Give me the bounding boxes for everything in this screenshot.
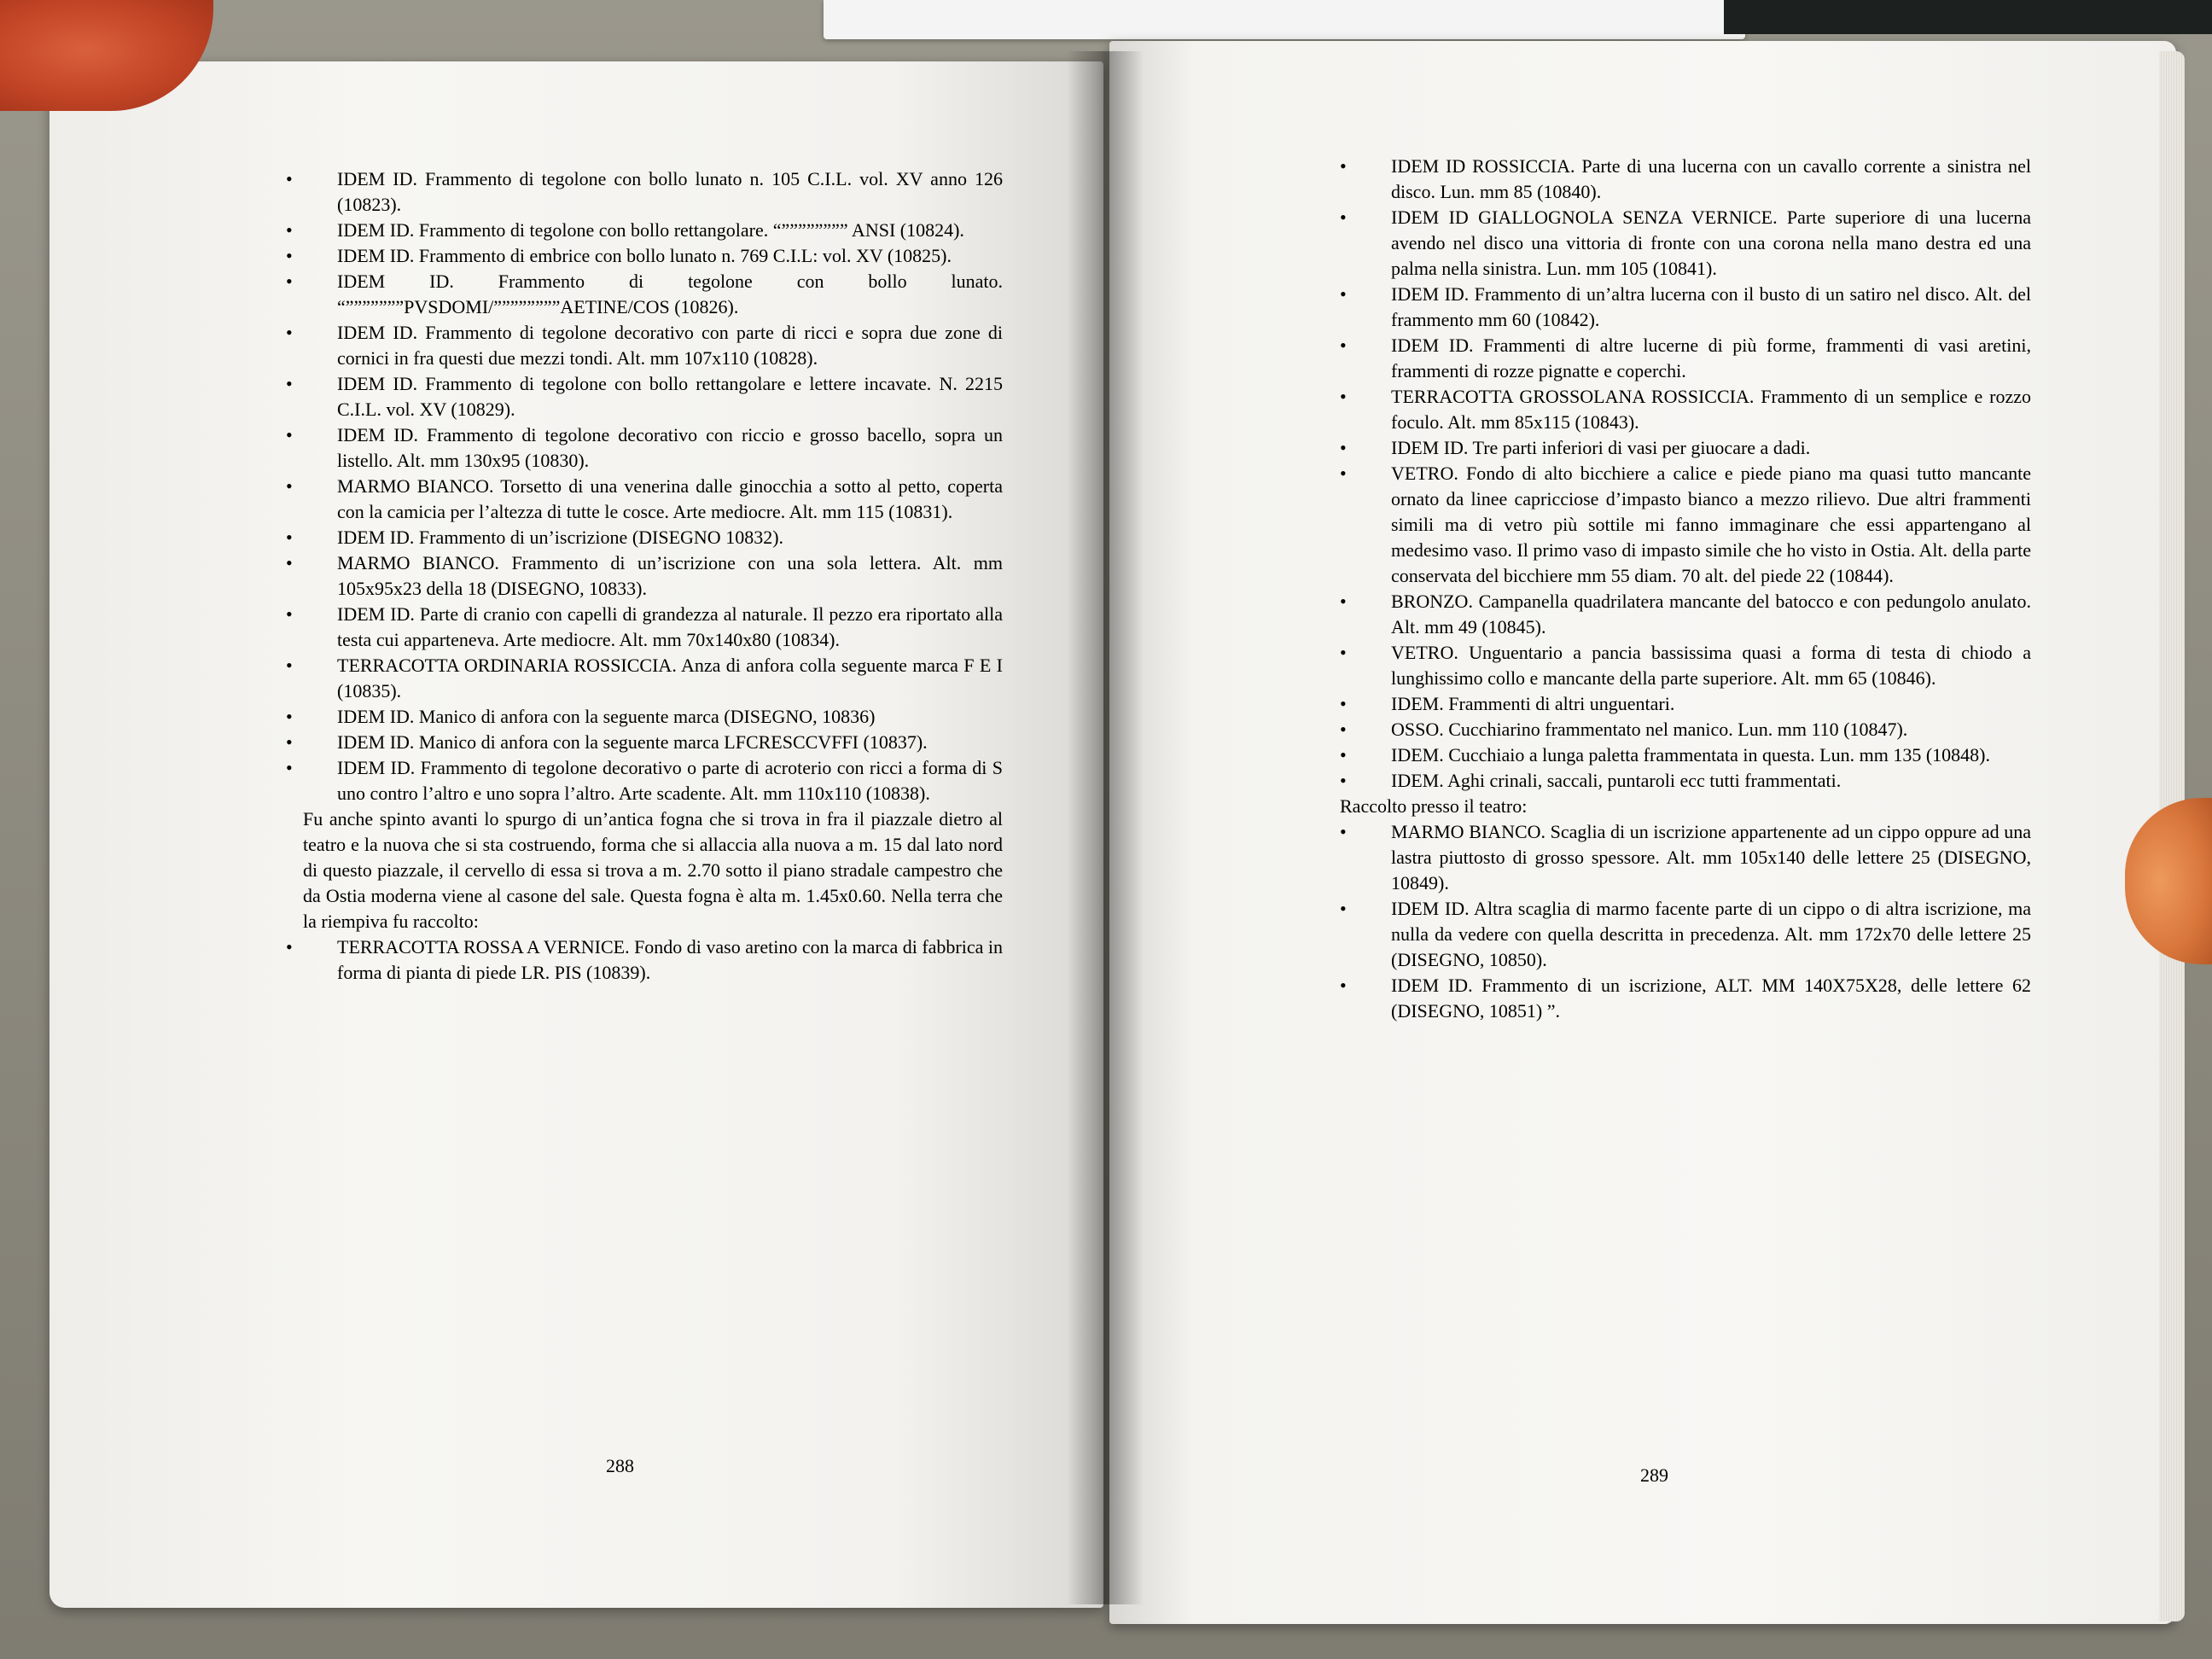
list-item: • IDEM. Aghi crinali, saccali, puntaroli ecc tutti frammentati. (1340, 768, 2031, 794)
list-item: • IDEM ID. Frammento di un’iscrizione (DISEGNO 10832). (286, 525, 1003, 550)
list-item: • TERRACOTTA ORDINARIA ROSSICCIA. Anza di anfora colla seguente marca F E I (10835). (286, 653, 1003, 704)
list-item: • MARMO BIANCO. Scaglia di un iscrizione appartenente ad un cippo oppure ad una lastra piuttosto di grosso spessore. Alt. mm 105x140 delle lettere 25 (DISEGNO, 10849). (1340, 819, 2031, 896)
list-item: • IDEM ID. Tre parti inferiori di vasi per giuocare a dadi. (1340, 435, 2031, 461)
page-number: 289 (1640, 1464, 1668, 1486)
list-item: • IDEM. Cucchiaio a lunga paletta frammentata in questa. Lun. mm 135 (10848). (1340, 742, 2031, 768)
body-paragraph: Fu anche spinto avanti lo spurgo di un’antica fogna che si trova in fra il piazzale dietro al teatro e la nuova che si sta costruendo, forma che si allaccia alla nuova a m. 15 dal lato nord di questo piazzale, il cervello di essa si trova a m. 2.70 sotto il piano stradale campestro che da Ostia moderna viene al casone del sale. Questa fogna è alta m. 1.45x0.60. Nella terra che la riempiva fu raccolto: (303, 808, 1003, 932)
entry-list (1340, 819, 2031, 1024)
list-item: • OSSO. Cucchiarino frammentato nel manico. Lun. mm 110 (10847). (1340, 717, 2031, 742)
list-item: • TERRACOTTA ROSSA A VERNICE. Fondo di vaso aretino con la marca di fabbrica in forma di pianta di piede LR. PIS (10839). (286, 934, 1003, 986)
list-item: • IDEM ID. Altra scaglia di marmo facente parte di un cippo o di altra iscrizione, ma nulla da vedere con quella descritta in precedenza. Alt. mm 172x70 delle lettere 25 (DISEGNO, 10850). (1340, 896, 2031, 973)
list-item: • IDEM ID. Parte di cranio con capelli di grandezza al naturale. Il pezzo era riportato alla testa cui apparteneva. Arte mediocre. Alt. mm 70x140x80 (10834). (286, 602, 1003, 653)
left-page-text (286, 166, 1003, 986)
book-spine (1067, 51, 1144, 1604)
list-item: • TERRACOTTA GROSSOLANA ROSSICCIA. Frammento di un semplice e rozzo foculo. Alt. mm 85x115 (10843). (1340, 384, 2031, 435)
list-item: • IDEM. Frammenti di altri unguentari. (1340, 691, 2031, 717)
entry-list (286, 166, 1003, 806)
list-item: • IDEM ID GIALLOGNOLA SENZA VERNICE. Parte superiore di una lucerna avendo nel disco una vittoria di fronte con una corona nella mano destra ed una palma nella sinistra. Lun. mm 105 (10841). (1340, 205, 2031, 282)
section-subheading: Raccolto presso il teatro: (1340, 795, 1528, 817)
entry-list (286, 934, 1003, 986)
list-item: • BRONZO. Campanella quadrilatera mancante del batocco e con pedungolo anulato. Alt. mm 49 (10845). (1340, 589, 2031, 640)
list-item: • IDEM ID. Frammento di tegolone decorativo con riccio e grosso bacello, sopra un listello. Alt. mm 130x95 (10830). (286, 422, 1003, 474)
list-item: • VETRO. Fondo di alto bicchiere a calice e piede piano ma quasi tutto mancante ornato da linee capricciose d’impasto bianco a mezzo rilievo. Due altri frammenti simili ma di vetro più sottile mi fanno immaginare che essi appartengano al medesimo vaso. Il primo vaso di impasto simile che ho visto in Ostia. Alt. della parte conservata del bicchiere mm 55 diam. 70 alt. del piede 22 (10844). (1340, 461, 2031, 589)
list-item: • IDEM ID. Frammenti di altre lucerne di più forme, frammenti di vasi aretini, frammenti di rozze pignatte e coperchi. (1340, 333, 2031, 384)
background-object (1724, 0, 2212, 34)
background-document (824, 0, 1745, 39)
entry-list (1340, 154, 2031, 794)
list-item: • IDEM ID. Frammento di tegolone con bollo rettangolare e lettere incavate. N. 2215 C.I.L. vol. XV (10829). (286, 371, 1003, 422)
list-item: • IDEM ID. Frammento di tegolone con bollo lunato n. 105 C.I.L. vol. XV anno 126 (10823). (286, 166, 1003, 218)
list-item: • IDEM ID. Frammento di tegolone decorativo con parte di ricci e sopra due zone di cornici in fra questi due mezzi tondi. Alt. mm 107x110 (10828). (286, 320, 1003, 371)
right-page-text (1340, 154, 2031, 1024)
list-item: • MARMO BIANCO. Torsetto di una venerina dalle ginocchia a sotto al petto, coperta con la camicia per l’altezza di tutte le cosce. Arte mediocre. Alt. mm 115 (10831). (286, 474, 1003, 525)
list-item: • MARMO BIANCO. Frammento di un’iscrizione con una sola lettera. Alt. mm 105x95x23 della 18 (DISEGNO, 10833). (286, 550, 1003, 602)
list-item: • IDEM ID ROSSICCIA. Parte di una lucerna con un cavallo corrente a sinistra nel disco. Lun. mm 85 (10840). (1340, 154, 2031, 205)
list-item: • IDEM ID. Frammento di un iscrizione, ALT. MM 140X75X28, delle lettere 62 (DISEGNO, 10851) ”. (1340, 973, 2031, 1024)
list-item: • IDEM ID. Frammento di un’altra lucerna con il busto di un satiro nel disco. Alt. del frammento mm 60 (10842). (1340, 282, 2031, 333)
list-item: • IDEM ID. Frammento di tegolone decorativo o parte di acroterio con ricci a forma di S uno contro l’altro e uno sopra l’altro. Arte scadente. Alt. mm 110x110 (10838). (286, 755, 1003, 806)
list-item: • IDEM ID. Frammento di tegolone con bollo rettangolare. “”””””””” ANSI (10824). (286, 218, 1003, 243)
list-item: • IDEM ID. Manico di anfora con la seguente marca (DISEGNO, 10836) (286, 704, 1003, 730)
list-item: • IDEM ID. Frammento di tegolone con bollo lunato. “”””””””PVSDOMI/””””””””AETINE/COS (10826). (286, 269, 1003, 320)
list-item: • IDEM ID. Manico di anfora con la seguente marca LFCRESCCVFFI (10837). (286, 730, 1003, 755)
list-item: • IDEM ID. Frammento di embrice con bollo lunato n. 769 C.I.L: vol. XV (10825). (286, 243, 1003, 269)
page-number: 288 (606, 1455, 634, 1476)
list-item: • VETRO. Unguentario a pancia bassissima quasi a forma di testa di chiodo a lunghissimo collo e mancante della parte superiore. Alt. mm 65 (10846). (1340, 640, 2031, 691)
